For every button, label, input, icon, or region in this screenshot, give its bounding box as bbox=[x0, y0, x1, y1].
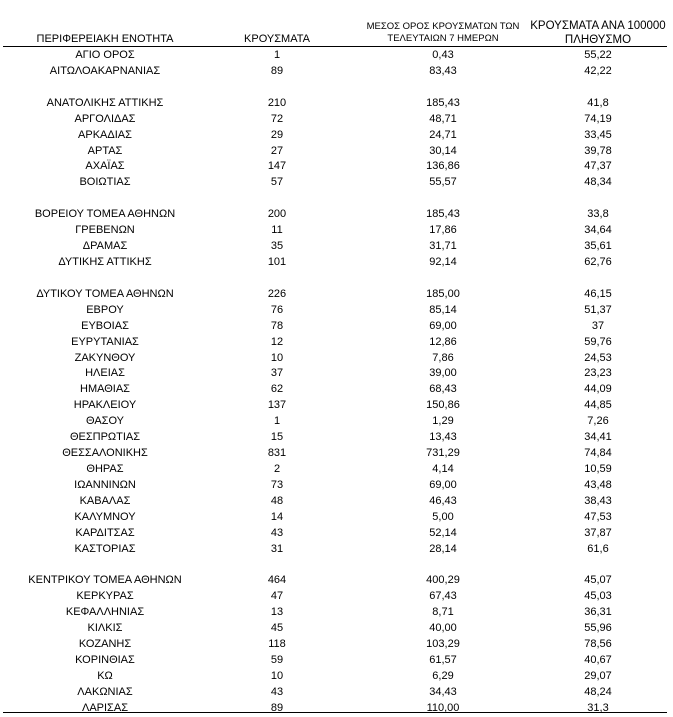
seven-day-average-cell: 13,43 bbox=[429, 431, 457, 444]
cases-cell: 118 bbox=[268, 638, 286, 651]
table-row bbox=[0, 255, 673, 271]
header-cases-label: ΚΡΟΥΣΜΑΤΑ bbox=[244, 33, 310, 45]
rate-per-100000-cell: 48,24 bbox=[584, 685, 612, 698]
seven-day-average-cell: 0,43 bbox=[432, 49, 454, 61]
seven-day-average-cell: 39,00 bbox=[429, 367, 457, 380]
region-name-cell: ΑΝΑΤΟΛΙΚΗΣ ΑΤΤΙΚΗΣ bbox=[46, 96, 164, 109]
cases-cell: 29 bbox=[270, 128, 284, 141]
table-row bbox=[0, 542, 673, 558]
table-row bbox=[0, 510, 673, 526]
table-row bbox=[0, 175, 673, 191]
rate-per-100000-cell: 34,41 bbox=[584, 431, 612, 444]
table-row bbox=[0, 669, 673, 685]
seven-day-average-cell: 150,86 bbox=[426, 399, 460, 412]
rate-per-100000-cell: 23,23 bbox=[584, 367, 612, 380]
table-row bbox=[0, 605, 673, 621]
seven-day-average-cell: 4,14 bbox=[432, 462, 454, 475]
spacer-row bbox=[0, 271, 673, 287]
cases-cell: 12 bbox=[270, 335, 284, 348]
rate-per-100000-cell: 10,59 bbox=[584, 462, 612, 475]
region-name-cell: ΚΑΒΑΛΑΣ bbox=[79, 494, 131, 507]
rate-per-100000-cell: 34,64 bbox=[584, 224, 612, 237]
rate-per-100000-cell: 44,09 bbox=[584, 383, 612, 396]
rate-per-100000-cell: 37,87 bbox=[584, 526, 612, 539]
rate-per-100000-cell: 74,84 bbox=[584, 447, 612, 460]
table-row bbox=[0, 207, 673, 223]
cases-cell: 13 bbox=[270, 606, 284, 619]
header-avg bbox=[353, 21, 533, 45]
cases-cell: 37 bbox=[270, 367, 284, 380]
cases-cell: 45 bbox=[270, 622, 284, 635]
table-row bbox=[0, 526, 673, 542]
rate-per-100000-cell: 48,34 bbox=[584, 176, 612, 189]
rate-per-100000-cell: 47,37 bbox=[584, 160, 612, 173]
table-row bbox=[0, 335, 673, 351]
seven-day-average-cell: 8,71 bbox=[432, 606, 454, 619]
seven-day-average-cell: 24,71 bbox=[429, 128, 457, 141]
table-row bbox=[0, 478, 673, 494]
cases-cell: 89 bbox=[270, 701, 284, 714]
rate-per-100000-cell: 24,53 bbox=[584, 351, 612, 364]
bottom-rule bbox=[3, 712, 667, 713]
table-row bbox=[0, 446, 673, 462]
cases-cell: 35 bbox=[270, 240, 284, 253]
table-row bbox=[0, 144, 673, 160]
seven-day-average-cell: 69,00 bbox=[429, 319, 457, 332]
seven-day-average-cell: 69,00 bbox=[429, 478, 457, 491]
seven-day-average-cell: 185,43 bbox=[426, 96, 460, 109]
header-region-label: ΠΕΡΙΦΕΡΕΙΑΚΗ ΕΝΟΤΗΤΑ bbox=[36, 33, 174, 45]
cases-cell: 48 bbox=[270, 494, 284, 507]
table-row bbox=[0, 494, 673, 510]
seven-day-average-cell: 52,14 bbox=[429, 526, 457, 539]
table-row bbox=[0, 621, 673, 637]
table-row bbox=[0, 398, 673, 414]
table-row bbox=[0, 573, 673, 589]
seven-day-average-cell: 28,14 bbox=[429, 542, 457, 555]
table-row bbox=[0, 159, 673, 175]
rate-per-100000-cell: 55,22 bbox=[584, 49, 612, 61]
rate-per-100000-cell: 33,45 bbox=[584, 128, 612, 141]
rate-per-100000-cell: 45,07 bbox=[584, 574, 612, 587]
region-name-cell: ΖΑΚΥΝΘΟΥ bbox=[74, 351, 136, 364]
region-name-cell: ΔΥΤΙΚΟΥ ΤΟΜΕΑ ΑΘΗΝΩΝ bbox=[36, 287, 174, 300]
rate-per-100000-cell: 45,03 bbox=[584, 590, 612, 603]
region-name-cell: ΓΡΕΒΕΝΩΝ bbox=[75, 224, 135, 237]
seven-day-average-cell: 110,00 bbox=[426, 701, 460, 714]
region-name-cell: ΑΡΚΑΔΙΑΣ bbox=[78, 128, 132, 141]
region-name-cell: ΘΕΣΠΡΩΤΙΑΣ bbox=[69, 431, 141, 444]
cases-cell: 15 bbox=[270, 431, 284, 444]
cases-cell: 14 bbox=[270, 510, 284, 523]
region-name-cell: ΚΙΛΚΙΣ bbox=[87, 622, 123, 635]
region-name-cell: ΚΩ bbox=[97, 669, 113, 682]
seven-day-average-cell: 30,14 bbox=[429, 144, 457, 157]
seven-day-average-cell: 1,29 bbox=[432, 415, 454, 428]
region-name-cell: ΚΑΡΔΙΤΣΑΣ bbox=[75, 526, 135, 539]
cases-cell: 11 bbox=[271, 224, 283, 237]
rate-per-100000-cell: 29,07 bbox=[584, 669, 612, 682]
rate-per-100000-cell: 47,53 bbox=[584, 510, 612, 523]
rate-per-100000-cell: 55,96 bbox=[584, 622, 612, 635]
rate-per-100000-cell: 37 bbox=[591, 319, 605, 332]
region-name-cell: ΘΑΣΟΥ bbox=[85, 415, 125, 428]
table-row bbox=[0, 366, 673, 382]
seven-day-average-cell: 68,43 bbox=[429, 383, 457, 396]
cases-cell: 10 bbox=[270, 351, 284, 364]
cases-cell: 72 bbox=[270, 112, 284, 125]
table-row bbox=[0, 653, 673, 669]
seven-day-average-cell: 12,86 bbox=[429, 335, 457, 348]
region-name-cell: ΘΗΡΑΣ bbox=[86, 462, 124, 475]
cases-cell: 1 bbox=[273, 415, 281, 428]
cases-cell: 78 bbox=[270, 319, 284, 332]
cases-cell: 89 bbox=[270, 64, 284, 77]
seven-day-average-cell: 7,86 bbox=[432, 351, 454, 364]
rate-per-100000-cell: 74,19 bbox=[584, 112, 612, 125]
table-row bbox=[0, 112, 673, 128]
region-name-cell: ΕΥΡΥΤΑΝΙΑΣ bbox=[71, 335, 139, 348]
cases-cell: 137 bbox=[267, 399, 287, 412]
region-name-cell: ΒΟΙΩΤΙΑΣ bbox=[79, 176, 131, 189]
header-underline bbox=[3, 46, 667, 47]
cases-cell: 831 bbox=[267, 447, 287, 460]
region-name-cell: ΑΓΙΟ ΟΡΟΣ bbox=[75, 49, 135, 61]
region-name-cell: ΑΧΑΪΑΣ bbox=[85, 160, 125, 173]
region-name-cell: ΚΕΦΑΛΛΗΝΙΑΣ bbox=[65, 606, 145, 619]
cases-cell: 43 bbox=[270, 685, 284, 698]
region-name-cell: ΚΕΡΚΥΡΑΣ bbox=[76, 590, 134, 603]
cases-cell: 73 bbox=[270, 478, 284, 491]
cases-cell: 10 bbox=[270, 669, 284, 682]
rate-per-100000-cell: 43,48 bbox=[584, 478, 612, 491]
seven-day-average-cell: 185,43 bbox=[426, 208, 460, 221]
cases-cell: 27 bbox=[270, 144, 284, 157]
seven-day-average-cell: 67,43 bbox=[429, 590, 457, 603]
cases-cell: 464 bbox=[267, 574, 287, 587]
cases-cell: 210 bbox=[267, 96, 287, 109]
rate-per-100000-cell: 39,78 bbox=[584, 144, 612, 157]
rate-per-100000-cell: 46,15 bbox=[584, 287, 612, 300]
seven-day-average-cell: 55,57 bbox=[429, 176, 457, 189]
seven-day-average-cell: 6,29 bbox=[432, 669, 454, 682]
seven-day-average-cell: 40,00 bbox=[429, 622, 457, 635]
table-row bbox=[0, 239, 673, 255]
seven-day-average-cell: 48,71 bbox=[429, 112, 457, 125]
table-row bbox=[0, 414, 673, 430]
rate-per-100000-cell: 33,8 bbox=[587, 208, 609, 221]
region-name-cell: ΛΑΚΩΝΙΑΣ bbox=[77, 685, 133, 698]
seven-day-average-cell: 61,57 bbox=[429, 654, 457, 667]
rate-per-100000-cell: 7,26 bbox=[587, 415, 609, 428]
seven-day-average-cell: 103,29 bbox=[426, 638, 460, 651]
table-row bbox=[0, 287, 673, 303]
seven-day-average-cell: 46,43 bbox=[429, 494, 457, 507]
region-name-cell: ΗΡΑΚΛΕΙΟΥ bbox=[73, 399, 137, 412]
table-row bbox=[0, 685, 673, 701]
region-name-cell: ΑΙΤΩΛΟΑΚΑΡΝΑΝΙΑΣ bbox=[49, 64, 161, 77]
rate-per-100000-cell: 59,76 bbox=[584, 335, 612, 348]
header-rate-line2: ΠΛΗΘΥΣΜΟ bbox=[564, 34, 632, 46]
region-name-cell: ΗΜΑΘΙΑΣ bbox=[80, 383, 130, 396]
header-region bbox=[0, 33, 210, 46]
rate-per-100000-cell: 62,76 bbox=[584, 255, 612, 268]
table-row bbox=[0, 303, 673, 319]
seven-day-average-cell: 136,86 bbox=[426, 160, 460, 173]
header-rate bbox=[530, 19, 666, 47]
region-name-cell: ΑΡΤΑΣ bbox=[87, 144, 123, 157]
table-row bbox=[0, 96, 673, 112]
region-name-cell: ΒΟΡΕΙΟΥ ΤΟΜΕΑ ΑΘΗΝΩΝ bbox=[34, 208, 176, 221]
region-name-cell: ΚΑΛΥΜΝΟΥ bbox=[74, 510, 136, 523]
region-name-cell: ΚΟΖΑΝΗΣ bbox=[78, 638, 132, 651]
spacer-row bbox=[0, 558, 673, 574]
seven-day-average-cell: 31,71 bbox=[429, 240, 457, 253]
seven-day-average-cell: 731,29 bbox=[426, 447, 460, 460]
table-row bbox=[0, 351, 673, 367]
region-name-cell: ΗΛΕΙΑΣ bbox=[85, 367, 125, 380]
seven-day-average-cell: 17,86 bbox=[429, 224, 457, 237]
data-rows bbox=[0, 48, 673, 717]
rate-per-100000-cell: 35,61 bbox=[584, 240, 612, 253]
region-name-cell: ΛΑΡΙΣΑΣ bbox=[81, 701, 128, 714]
cases-cell: 101 bbox=[267, 255, 287, 268]
region-name-cell: ΚΕΝΤΡΙΚΟΥ ΤΟΜΕΑ ΑΘΗΝΩΝ bbox=[28, 574, 182, 587]
spacer-row bbox=[0, 80, 673, 96]
table-row bbox=[0, 637, 673, 653]
seven-day-average-cell: 34,43 bbox=[429, 685, 457, 698]
table-row bbox=[0, 48, 673, 64]
cases-cell: 31 bbox=[270, 542, 284, 555]
cases-cell: 1 bbox=[273, 49, 281, 61]
region-name-cell: ΔΥΤΙΚΗΣ ΑΤΤΙΚΗΣ bbox=[58, 255, 152, 268]
cases-cell: 43 bbox=[270, 526, 284, 539]
region-name-cell: ΘΕΣΣΑΛΟΝΙΚΗΣ bbox=[62, 447, 148, 460]
cases-cell: 57 bbox=[270, 176, 284, 189]
cases-cell: 59 bbox=[270, 654, 284, 667]
rate-per-100000-cell: 51,37 bbox=[584, 303, 612, 316]
cases-cell: 200 bbox=[267, 208, 287, 221]
table-row bbox=[0, 589, 673, 605]
seven-day-average-cell: 92,14 bbox=[429, 255, 457, 268]
cases-cell: 147 bbox=[267, 160, 287, 173]
header-rate-line1: ΚΡΟΥΣΜΑΤΑ ΑΝΑ 100000 bbox=[530, 20, 666, 32]
rate-per-100000-cell: 41,8 bbox=[587, 96, 609, 109]
table-row bbox=[0, 462, 673, 478]
rate-per-100000-cell: 36,31 bbox=[584, 606, 612, 619]
region-name-cell: ΕΥΒΟΙΑΣ bbox=[81, 319, 129, 332]
seven-day-average-cell: 85,14 bbox=[429, 303, 457, 316]
region-name-cell: ΑΡΓΟΛΙΔΑΣ bbox=[74, 112, 136, 125]
cases-cell: 76 bbox=[270, 303, 284, 316]
rate-per-100000-cell: 61,6 bbox=[587, 542, 609, 555]
seven-day-average-cell: 185,00 bbox=[426, 287, 460, 300]
cases-cell: 226 bbox=[267, 287, 287, 300]
table-row bbox=[0, 382, 673, 398]
header-cases bbox=[225, 33, 329, 46]
table-row bbox=[0, 319, 673, 335]
rate-per-100000-cell: 40,67 bbox=[584, 654, 612, 667]
rate-per-100000-cell: 42,22 bbox=[584, 64, 612, 77]
table-row bbox=[0, 128, 673, 144]
table-row bbox=[0, 430, 673, 446]
cases-cell: 62 bbox=[270, 383, 284, 396]
rate-per-100000-cell: 38,43 bbox=[584, 494, 612, 507]
cases-cell: 47 bbox=[270, 590, 284, 603]
table-row bbox=[0, 223, 673, 239]
header-avg-line1: ΜΕΣΟΣ ΟΡΟΣ ΚΡΟΥΣΜΑΤΩΝ ΤΩΝ bbox=[366, 21, 520, 32]
rate-per-100000-cell: 31,3 bbox=[587, 701, 609, 714]
header-avg-line2: ΤΕΛΕΥΤΑΙΩΝ 7 ΗΜΕΡΩΝ bbox=[387, 33, 499, 44]
seven-day-average-cell: 400,29 bbox=[426, 574, 460, 587]
seven-day-average-cell: 83,43 bbox=[429, 64, 457, 77]
region-name-cell: ΙΩΑΝΝΙΝΩΝ bbox=[74, 478, 136, 491]
region-name-cell: ΚΟΡΙΝΘΙΑΣ bbox=[75, 654, 135, 667]
rate-per-100000-cell: 78,56 bbox=[584, 638, 612, 651]
cases-cell: 2 bbox=[273, 462, 281, 475]
region-name-cell: ΔΡΑΜΑΣ bbox=[82, 240, 128, 253]
table-row bbox=[0, 701, 673, 717]
spacer-row bbox=[0, 191, 673, 207]
rate-per-100000-cell: 44,85 bbox=[584, 399, 612, 412]
table-row bbox=[0, 64, 673, 80]
region-name-cell: ΚΑΣΤΟΡΙΑΣ bbox=[74, 542, 136, 555]
region-name-cell: ΕΒΡΟΥ bbox=[86, 303, 124, 316]
seven-day-average-cell: 5,00 bbox=[432, 510, 454, 523]
